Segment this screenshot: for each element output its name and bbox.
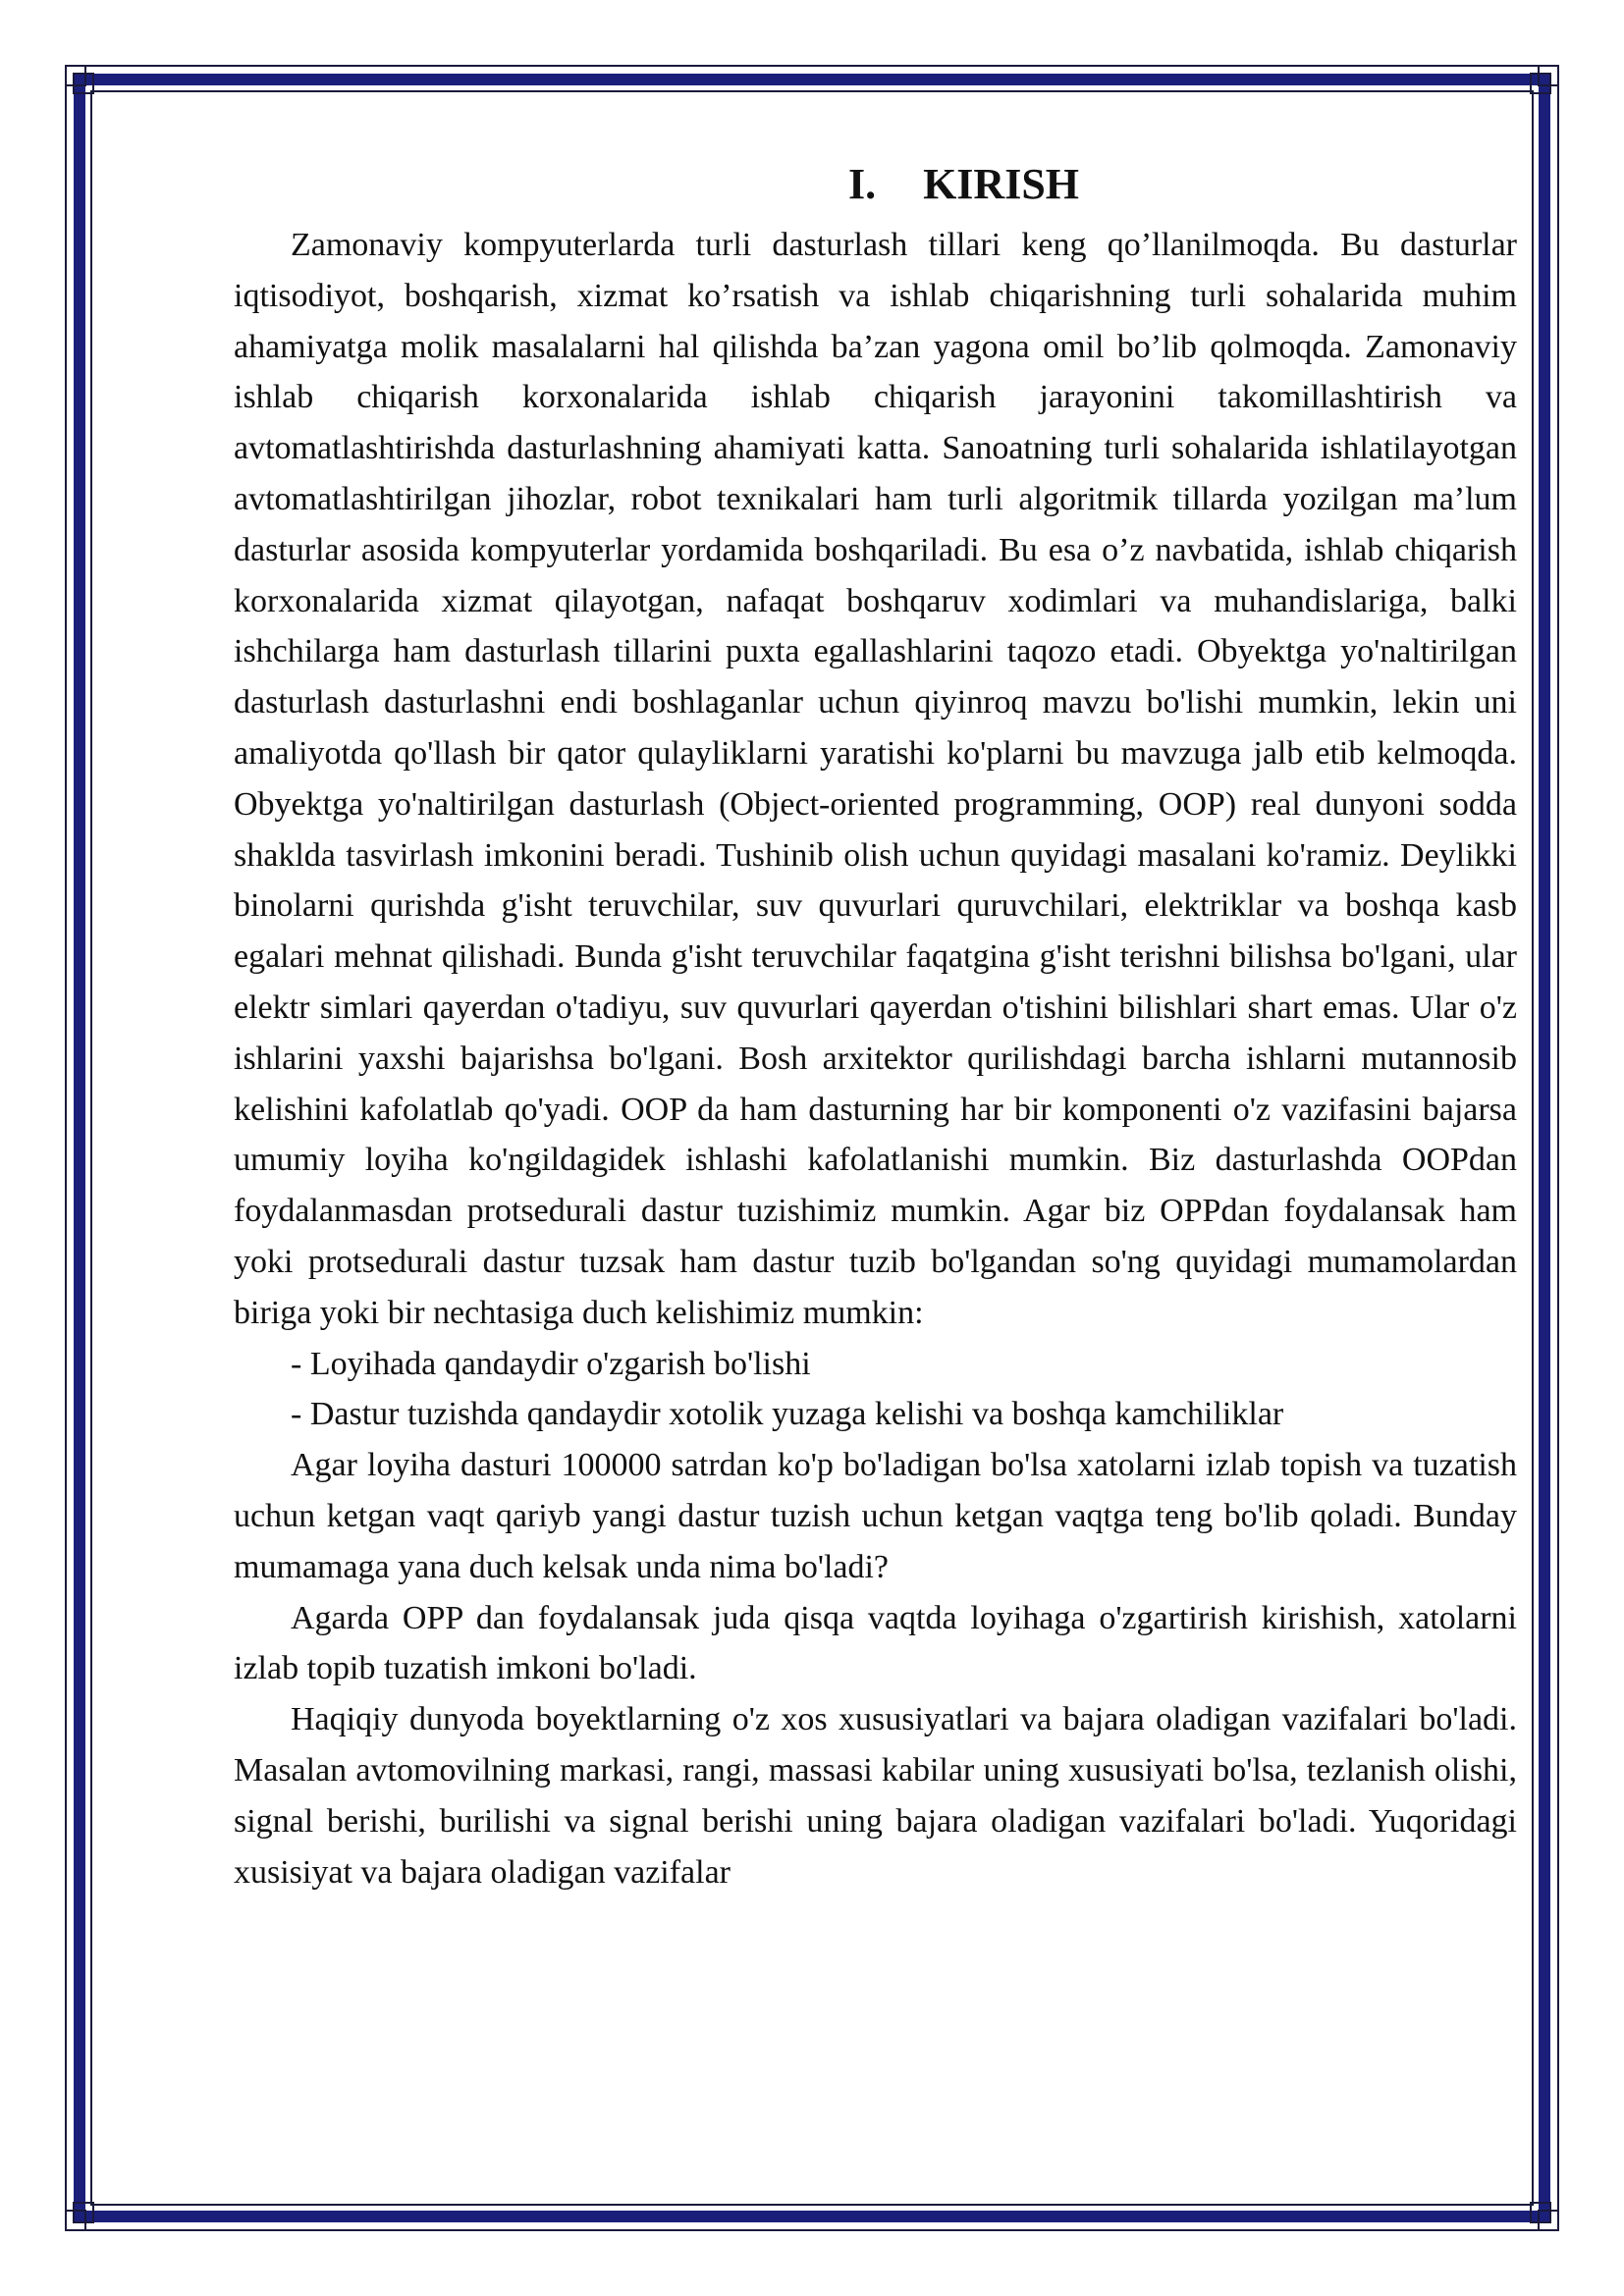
paragraph-large-project: Agar loyiha dasturi 100000 satrdan ko'p bo'ladigan bo'lsa xatolarni izlab topish va tuzatish uchun ketgan vaqt qariyb yangi dastur tuzish uchun ketgan vaqtga teng bo'lib qoladi. Bunday mumamaga yana duch kelsak unda nima bo'ladi? (234, 1447, 1517, 1585)
corner-ornament-bottom-right (1530, 2202, 1559, 2231)
document-body (234, 155, 1517, 1897)
list-item-errors: - Dastur tuzishda qandaydir xotolik yuzaga kelishi va boshqa kamchiliklar (291, 1396, 1284, 1433)
section-title: KIRISH (923, 160, 1080, 208)
corner-ornament-bottom-left (65, 2202, 94, 2231)
paragraph-objects: Haqiqiy dunyoda boyektlarning o'z xos xususiyatlari va bajara oladigan vazifalari bo'ladi. Masalan avtomovilning markasi, rangi, massasi kabilar uning xususiyati bo'lsa, tezlanish olishi, signal berishi, burilishi va signal berishi uning bajara oladigan vazifalari bo'ladi. Yuqoridagi xusisiyat va bajara oladigan vazifalar (234, 1701, 1517, 1891)
paragraph-oop-benefit: Agarda OPP dan foydalansak juda qisqa vaqtda loyihaga o'zgartirish kirishish, xatolarni izlab topib tuzatish imkoni bo'ladi. (234, 1599, 1517, 1687)
section-number: I. (847, 160, 877, 208)
list-item-change: - Loyihada qandaydir o'zgarish bo'lishi (291, 1345, 811, 1382)
corner-ornament-top-left (65, 65, 94, 94)
section-heading (234, 155, 1517, 214)
paragraph-intro: Zamonaviy kompyuterlarda turli dasturlash tillari keng qo’llanilmoqda. Bu dasturlar iqtisodiyot, boshqarish, xizmat ko’rsatish va ishlab chiqarishning turli sohalarida muhim ahamiyatga molik masalalarni hal qilishda ba’zan yagona omil bo’lib qolmoqda. Zamonaviy ishlab chiqarish korxonalarida ishlab chiqarish jarayonini takomillashtirish va avtomatlashtirishda dasturlashning ahamiyati katta. Sanoatning turli sohalarida ishlatilayotgan avtomatlashtirilgan jihozlar, robot texnikalari ham turli algoritmik tillarda yozilgan ma’lum dasturlar asosida kompyuterlar yordamida boshqariladi. Bu esa o’z navbatida, ishlab chiqarish korxonalarida xizmat qilayotgan, nafaqat boshqaruv xodimlari va muhandislariga, balki ishchilarga ham dasturlash tillarini puxta egallashlarini taqozo etadi. Obyektga yo'naltirilgan dasturlash dasturlashni endi boshlaganlar uchun qiyinroq mavzu bo'lishi mumkin, lekin uni amaliyotda qo'llash bir qator qulayliklarni yaratishi ko'plarni bu mavzuga jalb etib kelmoqda. Obyektga yo'naltirilgan dasturlash (Object-oriented programming, OOP) real dunyoni sodda shaklda tasvirlash imkonini beradi. Tushinib olish uchun quyidagi masalani ko'ramiz. Deylikki binolarni qurishda g'isht teruvchilar, suv quvurlari quruvchilari, elektriklar va boshqa kasb egalari mehnat qilishadi. Bunda g'isht teruvchilar faqatgina g'isht terishni bilishsa bo'lgani, ular elektr simlari qayerdan o'tadiyu, suv quvurlari qayerdan o'tishini bilishlari shart emas. Ular o'z ishlarini yaxshi bajarishsa bo'lgani. Bosh arxitektor qurilishdagi barcha ishlarni mutannosib kelishini kafolatlab qo'yadi. OOP da ham dasturning har bir komponenti o'z vazifasini bajarsa umumiy loyiha ko'ngildagidek ishlashi kafolatlanishi mumkin. Biz dasturlashda OOPdan foydalanmasdan protsedurali dastur tuzishimiz mumkin. Agar biz OPPdan foydalansak ham yoki protsedurali dastur tuzsak ham dastur tuzib bo'lgandan so'ng quyidagi mumamolardan biriga yoki bir nechtasiga duch kelishimiz mumkin: (234, 227, 1517, 1331)
corner-ornament-top-right (1530, 65, 1559, 94)
